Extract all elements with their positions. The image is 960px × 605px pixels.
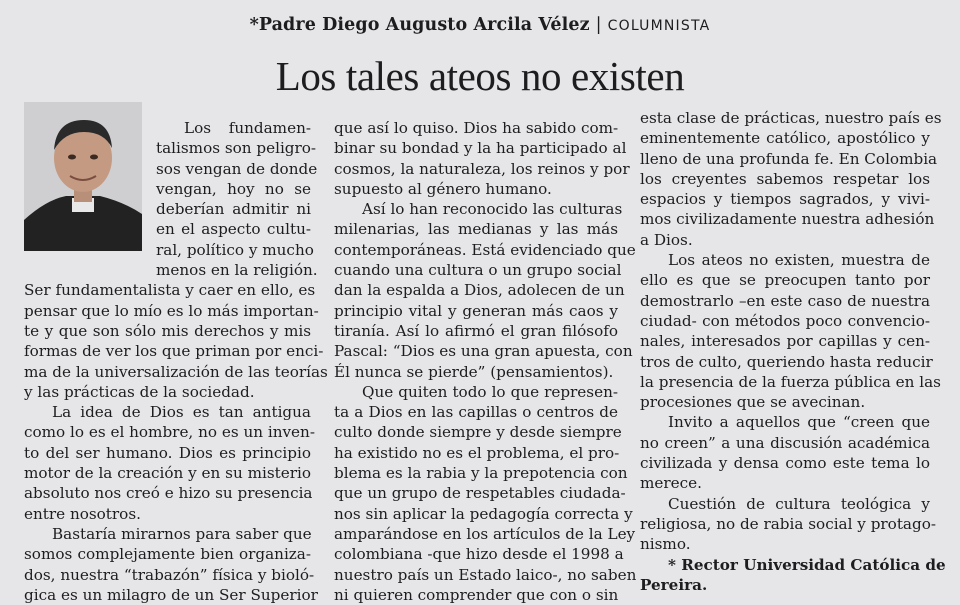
text-line: ta a Dios en las capillas o centros de xyxy=(334,403,618,422)
text-line: Bastaría mirarnos para saber que xyxy=(52,524,312,543)
text-line: religiosa, no de rabia social y protago- xyxy=(640,514,936,533)
text-line: Pascal: “Dios es una gran apuesta, con xyxy=(334,342,633,361)
text-line: Invito a aquellos que “creen que xyxy=(668,413,930,432)
author-role: COLUMNISTA xyxy=(607,18,711,34)
text-line: que un grupo de respetables ciudada- xyxy=(334,484,626,503)
text-line: Cuestión de cultura teológica y xyxy=(668,494,930,513)
text-line: talismos son peligro- xyxy=(156,139,317,158)
text-line: demostrarlo –en este caso de nuestra xyxy=(640,291,930,310)
article-column-1 xyxy=(24,118,328,605)
byline xyxy=(0,15,960,35)
article-column-2 xyxy=(334,118,637,605)
text-line: tiranía. Así lo afirmó el gran filósofo xyxy=(334,321,618,340)
text-line: formas de ver los que priman por enci- xyxy=(24,342,324,361)
text-line: tros de culto, queriendo hasta reducir xyxy=(640,352,933,371)
text-line: blema es la rabia y la prepotencia con xyxy=(334,464,628,483)
author-credit: * Rector Universidad Católica de xyxy=(668,555,946,574)
author-name: *Padre Diego Augusto Arcila Vélez xyxy=(249,15,590,35)
text-line: contemporáneas. Está evidenciado que xyxy=(334,240,636,259)
text-line: milenarias, las medianas y las más xyxy=(334,220,618,239)
text-line: entre nosotros. xyxy=(24,504,141,523)
text-line: gica es un milagro de un Ser Superior xyxy=(24,585,318,604)
text-line: mos civilizadamente nuestra adhesión xyxy=(640,210,935,229)
text-line: absoluto nos creó e hizo su presencia xyxy=(24,484,313,503)
text-line: te y que son sólo mis derechos y mis xyxy=(24,321,311,340)
text-line: esta clase de prácticas, nuestro país es xyxy=(640,109,942,127)
text-line: ciudad- con métodos poco convencio- xyxy=(640,311,930,330)
headline: Los tales ateos no existen xyxy=(275,53,685,99)
text-line: nismo. xyxy=(640,535,691,554)
text-line: los creyentes sabemos respetar los xyxy=(640,169,930,188)
text-line: Él nunca se pierde” (pensamientos). xyxy=(334,362,614,381)
text-line: ral, político y mucho xyxy=(156,240,314,259)
text-line: amparándose en los artículos de la Ley xyxy=(334,524,636,543)
text-line: merece. xyxy=(640,474,702,493)
byline-separator: | xyxy=(595,15,602,35)
text-line: nos sin aplicar la pedagogía correcta y xyxy=(334,504,633,523)
text-line: culto donde siempre y desde siempre xyxy=(334,423,622,442)
text-line: menos en la religión. xyxy=(156,261,318,280)
text-line: Ser fundamentalista y caer en ello, es xyxy=(24,281,316,300)
text-line: eminentemente católico, apostólico y xyxy=(640,129,930,148)
text-line: ello es que se preocupen tanto por xyxy=(640,271,930,290)
text-line: cosmos, la naturaleza, los reinos y por xyxy=(334,159,630,178)
text-line: como lo es el hombre, no es un inven- xyxy=(24,423,315,442)
text-line: civilizada y densa como este tema lo xyxy=(640,454,930,473)
article-column-3 xyxy=(640,108,946,595)
text-line: la presencia de la fuerza pública en las xyxy=(640,372,941,391)
text-line: La idea de Dios es tan antigua xyxy=(52,403,311,422)
text-line: a Dios. xyxy=(640,230,693,249)
text-line: que así lo quiso. Dios ha sabido com- xyxy=(334,119,619,137)
text-line: espacios y tiempos sagrados, y vivi- xyxy=(640,190,930,209)
text-line: nales, interesados por capillas y cen- xyxy=(640,332,930,351)
text-line: nuestro país un Estado laico-, no saben xyxy=(334,565,637,584)
text-line: Los ateos no existen, muestra de xyxy=(668,251,930,270)
text-line: dos, nuestra “trabazón” física y bioló- xyxy=(24,565,315,584)
text-line: Que quiten todo lo que represen- xyxy=(362,382,618,401)
text-line: Los fundamen- xyxy=(184,119,311,137)
text-line: motor de la creación y en su misterio xyxy=(24,464,311,483)
text-line: dan la espalda a Dios, adolecen de un xyxy=(334,281,625,300)
text-line: ma de la universalización de las teorías xyxy=(24,362,328,381)
text-line: y las prácticas de la sociedad. xyxy=(24,382,255,401)
text-line: sos vengan de donde xyxy=(156,159,318,178)
text-line: colombiana -que hizo desde el 1998 a xyxy=(334,545,624,564)
author-credit: Pereira. xyxy=(640,575,708,594)
text-line: en el aspecto cultu- xyxy=(156,220,311,239)
text-line: ha existido no es el problema, el pro- xyxy=(334,443,620,462)
text-line: somos complejamente bien organiza- xyxy=(24,545,311,564)
text-line: Así lo han reconocido las culturas xyxy=(362,200,623,219)
text-line: procesiones que se avecinan. xyxy=(640,393,866,412)
text-line: cuando una cultura o un grupo social xyxy=(334,261,622,280)
text-line: to del ser humano. Dios es principio xyxy=(24,443,311,462)
text-line: deberían admitir ni xyxy=(156,200,311,219)
text-line: principio vital y generan más caos y xyxy=(334,301,618,320)
text-line: no creen” a una discusión académica xyxy=(640,433,930,452)
text-line: pensar que lo mío es lo más importan- xyxy=(24,301,319,320)
text-line: vengan, hoy no se xyxy=(156,179,311,198)
text-line: supuesto al género humano. xyxy=(334,179,552,198)
text-line: lleno de una profunda fe. En Colombia xyxy=(640,149,938,168)
text-line: binar su bondad y la ha participado al xyxy=(334,139,627,158)
text-line: ni quieren comprender que con o sin xyxy=(334,585,619,604)
